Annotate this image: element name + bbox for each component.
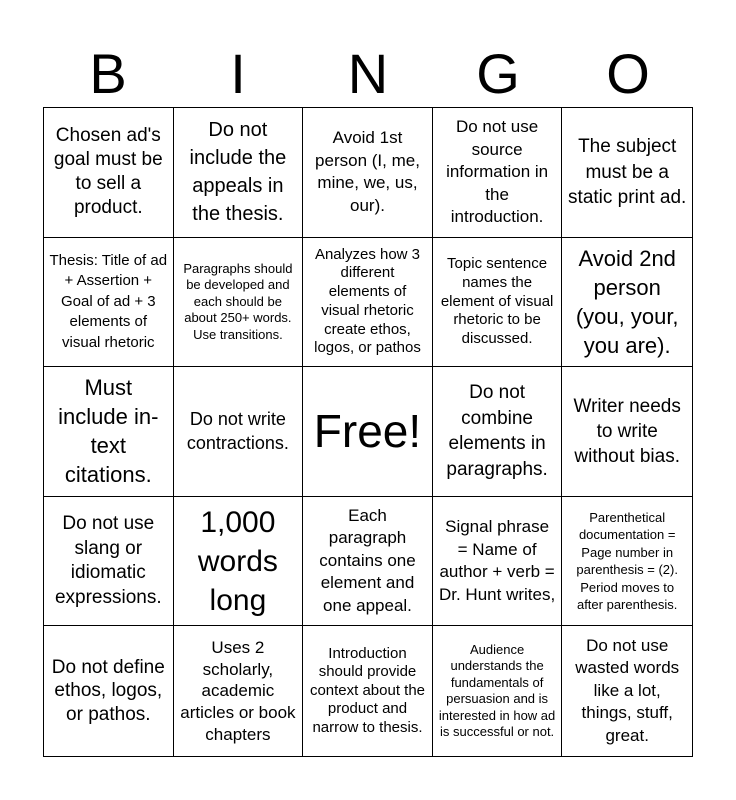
cell-text: Uses 2 scholarly, academic articles or book chapters	[180, 637, 296, 744]
bingo-cell-4-5	[562, 497, 692, 627]
cell-text: 1,000 words long	[197, 505, 278, 617]
bingo-cell-5-1	[44, 626, 174, 756]
cell-text: Thesis: Title of ad + Assertion + Goal of ad + 3 elements of visual rhetoric	[49, 251, 168, 351]
bingo-cell-1-2	[174, 108, 304, 238]
bingo-cell-3-1	[44, 367, 174, 497]
cell-text: Do not combine elements in paragraphs.	[446, 382, 548, 480]
bingo-cell-1-3	[303, 108, 433, 238]
cell-text: Signal phrase = Name of author + verb = Dr. Hunt writes,	[438, 517, 556, 604]
bingo-cell-3-5	[562, 367, 692, 497]
header-letter-i: I	[230, 42, 246, 105]
bingo-cell-3-2	[174, 367, 304, 497]
cell-text: Do not use wasted words like a lot, things, stuff, great.	[575, 635, 680, 745]
cell-text: Do not include the appeals in the thesis.	[189, 119, 287, 226]
cell-text: Topic sentence names the element of visual rhetoric to be discussed.	[440, 255, 554, 347]
cell-text: Avoid 2nd person (you, your, you are).	[575, 245, 679, 358]
bingo-cell-2-1	[44, 238, 174, 368]
bingo-cell-5-4	[433, 626, 563, 756]
cell-text: Paragraphs should be developed and each should be about 250+ words. Use transitions.	[183, 260, 293, 342]
bingo-cell-3-4	[433, 367, 563, 497]
bingo-header	[43, 42, 693, 106]
bingo-cell-5-5	[562, 626, 692, 756]
bingo-cell-3-3	[303, 367, 433, 497]
header-letter-o: O	[606, 42, 650, 105]
header-letter-g: G	[476, 42, 520, 105]
cell-text: Writer needs to write without bias.	[573, 395, 681, 467]
cell-text: Do not use source information in the introduction.	[446, 117, 549, 227]
header-letter-n: N	[347, 42, 389, 105]
cell-text: Do not use slang or idiomatic expressions.	[54, 513, 162, 608]
cell-text: Audience understands the fundamentals of persuasion and is interested in how ad is successful or not.	[438, 641, 556, 740]
bingo-cell-2-4	[433, 238, 563, 368]
cell-text: Avoid 1st person (I, me, mine, we, us, our).	[315, 128, 420, 215]
bingo-cell-4-3	[303, 497, 433, 627]
bingo-cell-2-5	[562, 238, 692, 368]
cell-text: Each paragraph contains one element and one appeal.	[319, 505, 416, 615]
cell-text: Parenthetical documentation = Page number in parenthesis = (2). Period moves to after parenthesis.	[576, 509, 678, 613]
bingo-cell-1-1	[44, 108, 174, 238]
cell-text: The subject must be a static print ad.	[568, 136, 687, 209]
cell-text: Introduction should provide context about the product and narrow to thesis.	[309, 644, 426, 736]
bingo-cell-4-2	[174, 497, 304, 627]
bingo-cell-4-1	[44, 497, 174, 627]
bingo-cell-4-4	[433, 497, 563, 627]
header-letter-b: B	[89, 42, 127, 105]
cell-text: Do not write contractions.	[186, 409, 289, 454]
bingo-cell-5-3	[303, 626, 433, 756]
cell-text: Must include in-text citations.	[58, 375, 159, 488]
cell-text: Do not define ethos, logos, or pathos.	[51, 656, 165, 725]
bingo-cell-2-2	[174, 238, 304, 368]
cell-text-free: Free!	[313, 405, 422, 458]
bingo-cell-2-3	[303, 238, 433, 368]
cell-text: Analyzes how 3 different elements of visual rhetoric create ethos, logos, or pathos	[314, 245, 421, 357]
bingo-card	[43, 107, 693, 757]
bingo-cell-1-4	[433, 108, 563, 238]
bingo-cell-1-5	[562, 108, 692, 238]
bingo-cell-5-2	[174, 626, 304, 756]
cell-text: Chosen ad's goal must be to sell a product.	[53, 125, 163, 219]
